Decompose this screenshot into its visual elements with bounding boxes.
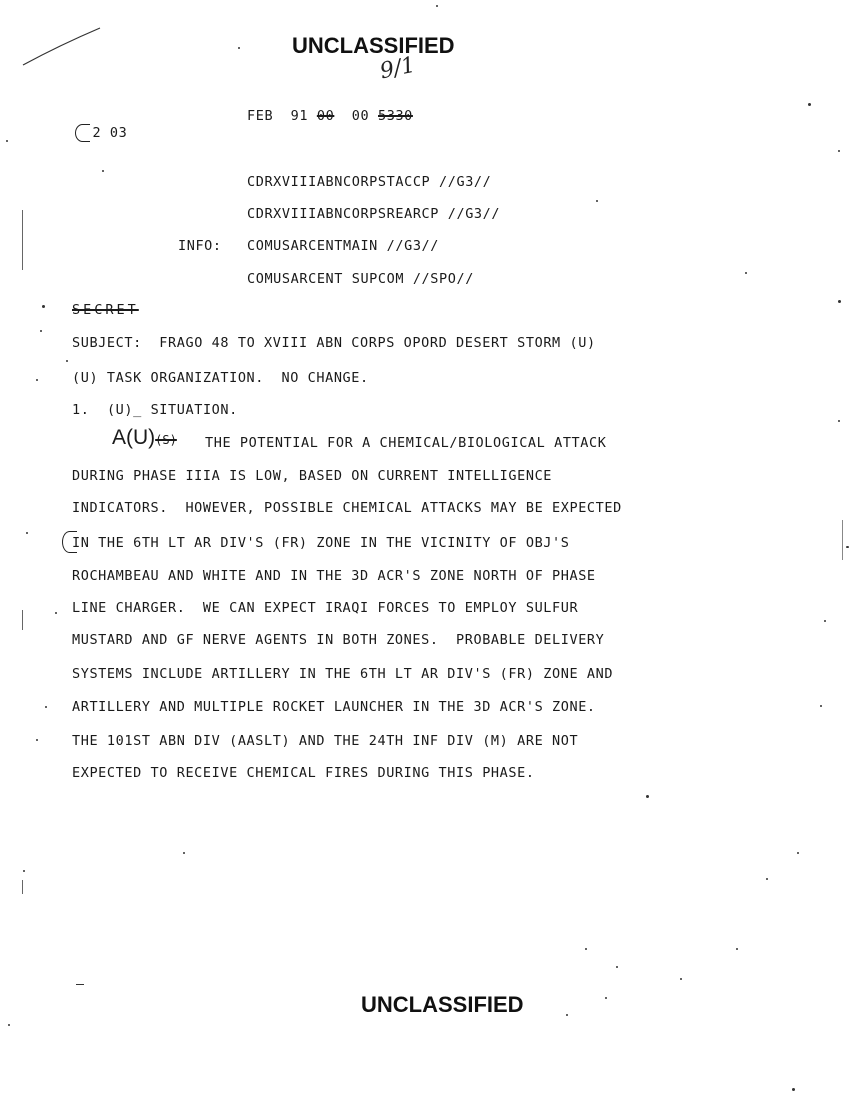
info-label: INFO: <box>178 238 222 254</box>
situation-line: INDICATORS. HOWEVER, POSSIBLE CHEMICAL ATTACKS MAY BE EXPECTED <box>72 500 622 516</box>
info-address-2: COMUSARCENT SUPCOM //SPO// <box>247 271 474 287</box>
pen-stroke-decoration <box>20 20 110 70</box>
circle-mark-icon <box>75 124 90 142</box>
situation-line: SYSTEMS INCLUDE ARTILLERY IN THE 6TH LT AR DIV'S (FR) ZONE AND <box>72 666 614 682</box>
message-number: 2 03 <box>58 108 127 142</box>
situation-line: IN THE 6TH LT AR DIV'S (FR) ZONE IN THE VICINITY OF OBJ'S <box>72 535 570 551</box>
struck-classification: SECRET <box>72 302 139 318</box>
to-address-1: CDRXVIIIABNCORPSTACCP //G3// <box>247 174 492 190</box>
handwritten-mark: 9/1 <box>377 52 418 85</box>
situation-line: DURING PHASE IIIA IS LOW, BASED ON CURRENT INTELLIGENCE <box>72 468 553 484</box>
bottom-classification-banner: UNCLASSIFIED <box>361 992 524 1017</box>
info-address-1: COMUSARCENTMAIN //G3// <box>247 238 440 254</box>
subject-line <box>72 335 596 351</box>
situation-heading: 1. (U)_ SITUATION. <box>72 402 238 418</box>
situation-line: LINE CHARGER. WE CAN EXPECT IRAQI FORCES TO EMPLOY SULFUR <box>72 600 579 616</box>
situation-line: ROCHAMBEAU AND WHITE AND IN THE 3D ACR'S ZONE NORTH OF PHASE <box>72 568 596 584</box>
situation-line: MUSTARD AND GF NERVE AGENTS IN BOTH ZONES. PROBABLE DELIVERY <box>72 632 605 648</box>
situation-line: EXPECTED TO RECEIVE CHEMICAL FIRES DURING THIS PHASE. <box>72 765 535 781</box>
subject-label: SUBJECT: <box>72 335 142 351</box>
subject-text: FRAGO 48 TO XVIII ABN CORPS OPORD DESERT STORM (U) <box>159 335 596 351</box>
task-organization: (U) TASK ORGANIZATION. NO CHANGE. <box>72 370 369 386</box>
to-address-2: CDRXVIIIABNCORPSREARCP //G3// <box>247 206 501 222</box>
situation-line: ARTILLERY AND MULTIPLE ROCKET LAUNCHER IN THE 3D ACR'S ZONE. <box>72 699 596 715</box>
top-classification-banner: UNCLASSIFIED <box>292 33 455 58</box>
date-time-group: FEB 91 00 00 5330 <box>247 108 413 124</box>
paragraph-marker: A(U)(S) <box>112 426 177 449</box>
situation-line: THE POTENTIAL FOR A CHEMICAL/BIOLOGICAL ATTACK <box>205 435 607 451</box>
situation-line: THE 101ST ABN DIV (AASLT) AND THE 24TH INF DIV (M) ARE NOT <box>72 733 579 749</box>
circle-mark-icon <box>62 531 77 553</box>
